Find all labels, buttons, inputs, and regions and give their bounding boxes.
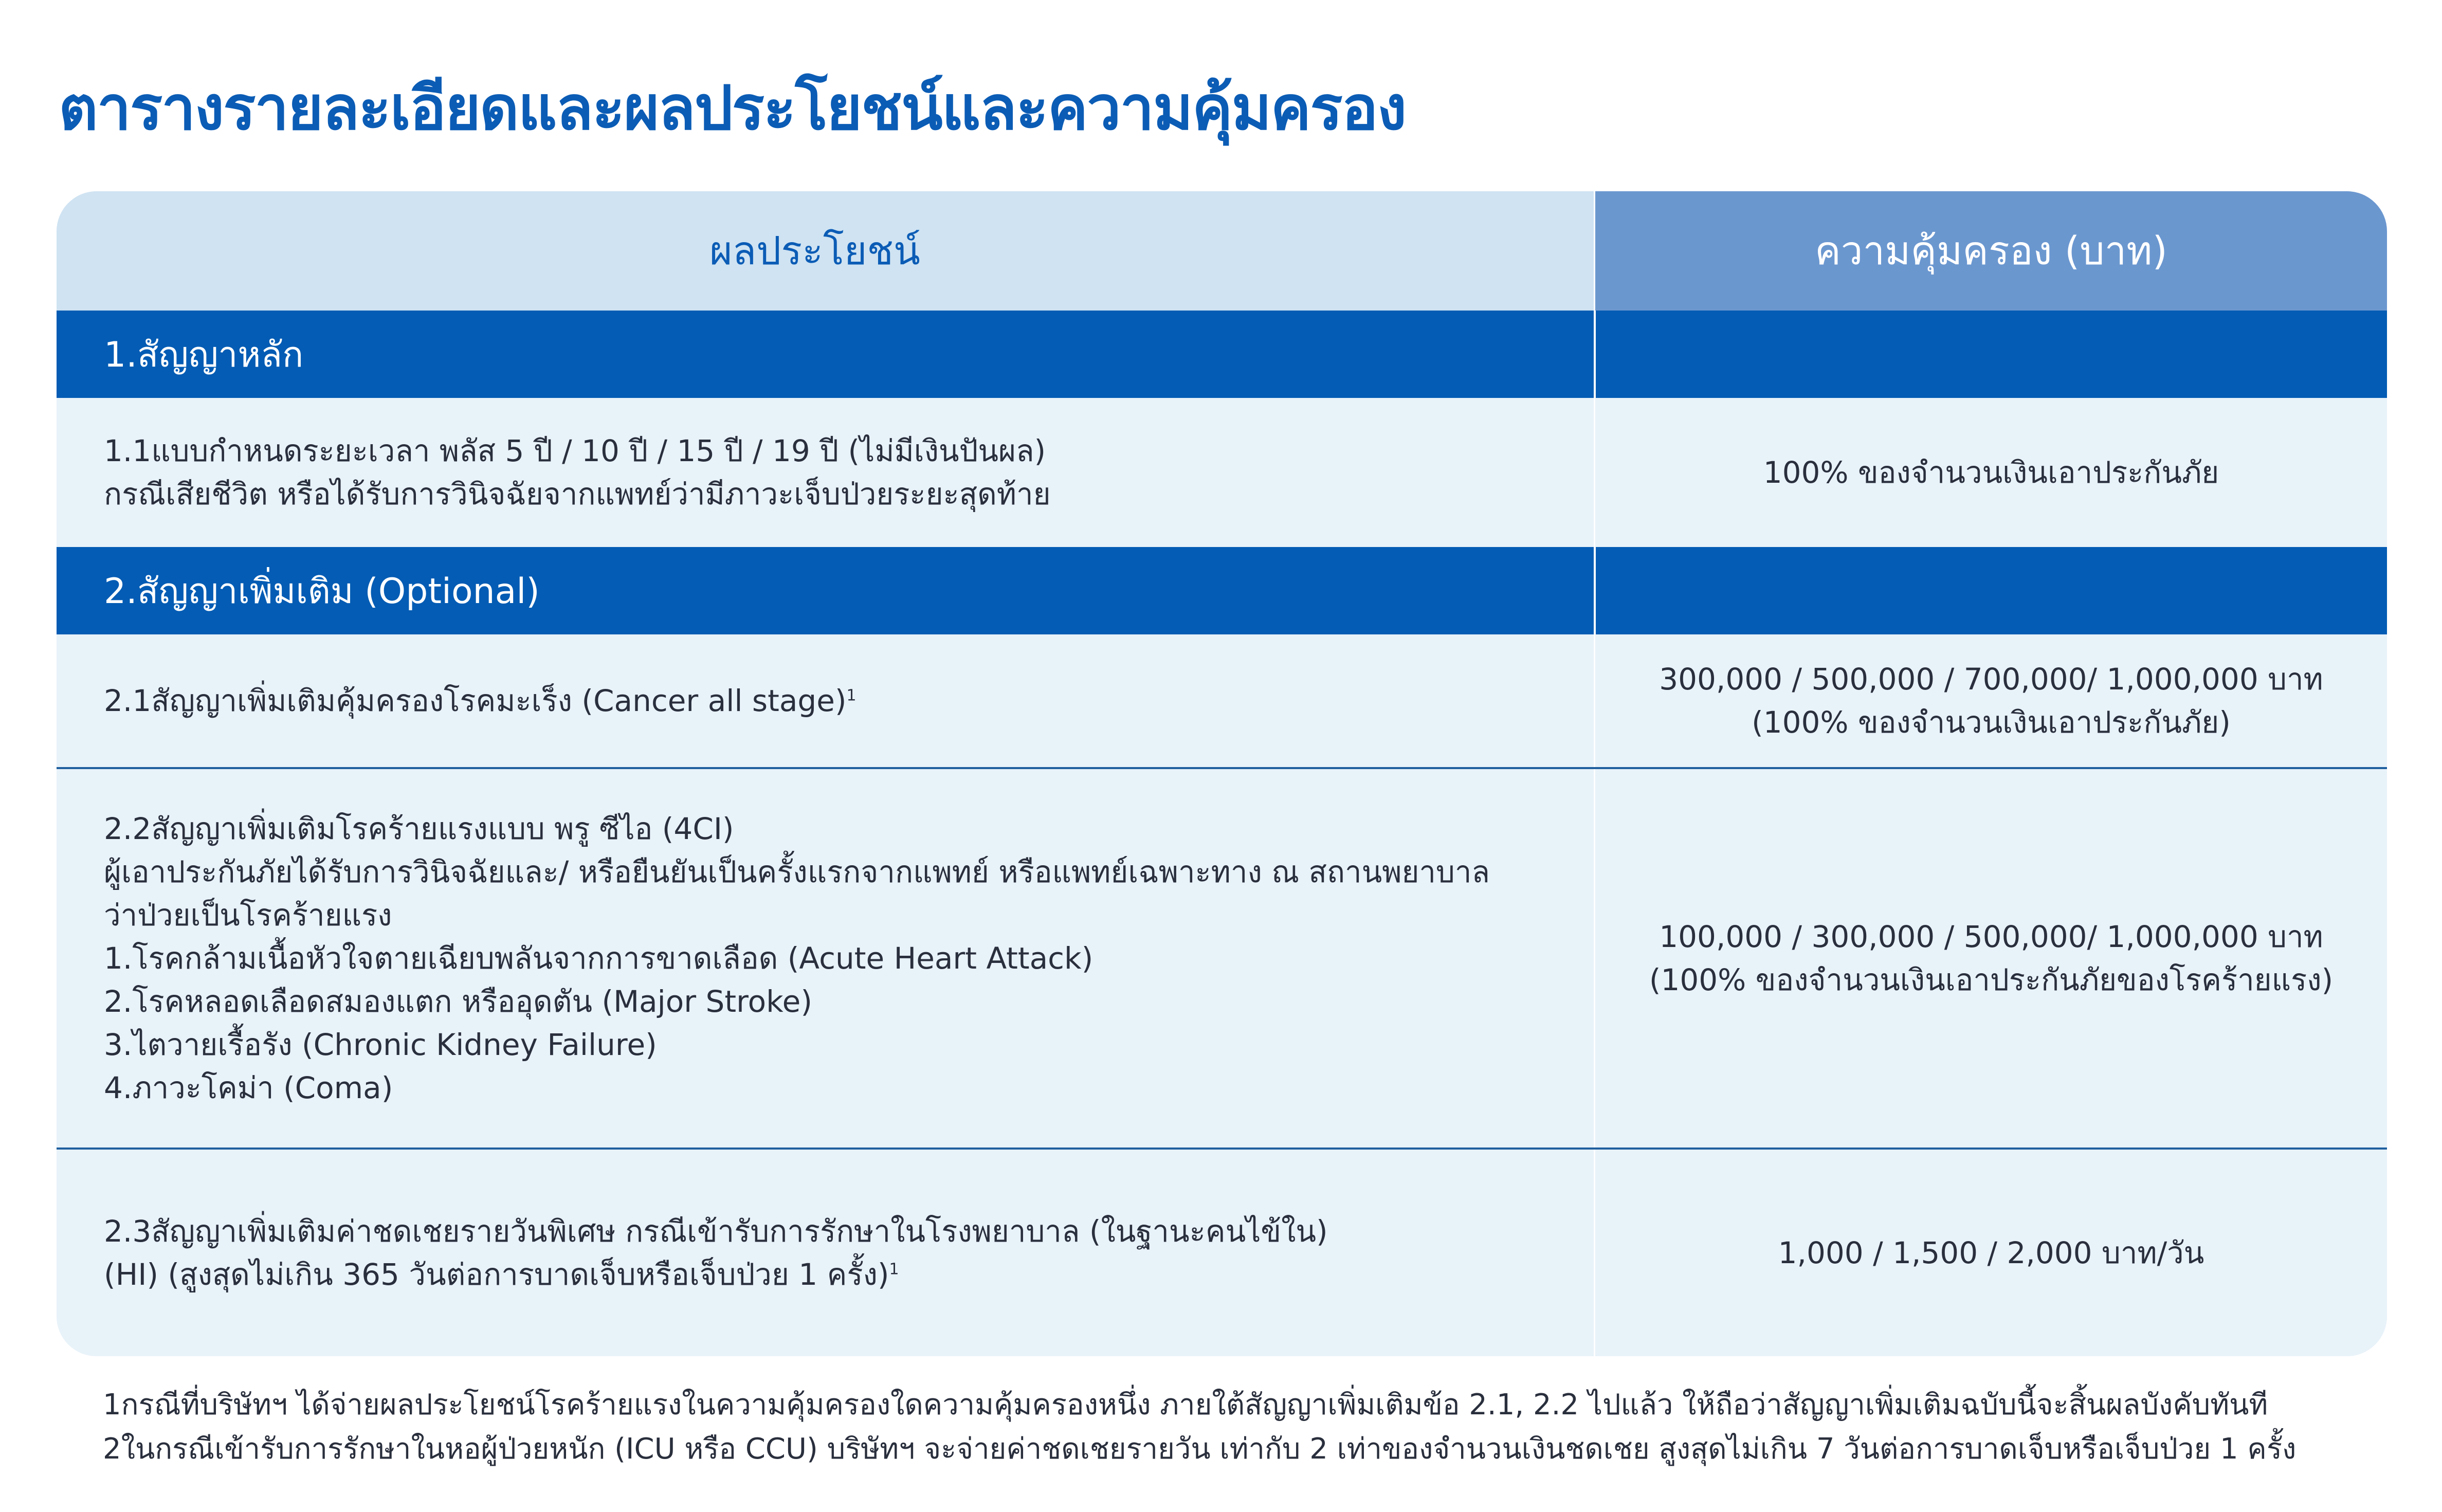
coverage-cell-2-1 (1594, 634, 2387, 767)
coverage-text-line: 100,000 / 300,000 / 500,000/ 1,000,000 บาท (1659, 919, 2323, 954)
footnote-ref: 1 (846, 686, 856, 705)
coverage-text-line: (100% ของจำนวนเงินเอาประกันภัย) (1752, 705, 2231, 740)
table-row-2-2 (57, 769, 2387, 1150)
benefit-text-line: 3.ไตวายเรื้อรัง (Chronic Kidney Failure) (104, 1027, 657, 1062)
benefit-text-line: 4.ภาวะโคม่า (Coma) (104, 1070, 393, 1105)
section-row-optional-riders (57, 547, 2387, 634)
benefit-coverage-table (57, 191, 2387, 1356)
benefit-text-line: 2.1สัญญาเพิ่มเติมคุ้มครองโรคมะเร็ง (Cancer all stage) (104, 683, 847, 718)
benefit-text-line: 2.โรคหลอดเลือดสมองแตก หรืออุดตัน (Major Stroke) (104, 984, 812, 1019)
section-label-main-contract: 1.สัญญาหลัก (57, 311, 1594, 398)
coverage-text-line: 300,000 / 500,000 / 700,000/ 1,000,000 บาท (1659, 662, 2323, 697)
section-coverage-main-contract (1594, 311, 2387, 398)
benefit-cell-2-1 (57, 634, 1594, 767)
section-coverage-optional-riders (1594, 547, 2387, 634)
benefit-text-line: 2.3สัญญาเพิ่มเติมค่าชดเชยรายวันพิเศษ กรณีเข้ารับการรักษาในโรงพยาบาล (ในฐานะคนไข้ใน) (104, 1214, 1328, 1249)
benefit-text-line: ว่าป่วยเป็นโรคร้ายแรง (104, 898, 392, 933)
footnote-1: 1กรณีที่บริษัทฯ ได้จ่ายผลประโยชน์โรคร้ายแรงในความคุ้มครองใดความคุ้มครองหนึ่ง ภายใต้สัญญาเพิ่มเติมข้อ 2.1, 2.2 ไปแล้ว ให้ถือว่าสัญญาเพิ่มเติมฉบับนี้จะสิ้นผลบังคับทันที (103, 1388, 2268, 1422)
section-label-optional-riders: 2.สัญญาเพิ่มเติม (Optional) (57, 547, 1594, 634)
section-row-main-contract (57, 311, 2387, 398)
coverage-cell-1-1: 100% ของจำนวนเงินเอาประกันภัย (1594, 398, 2387, 547)
header-coverage: ความคุ้มครอง (บาท) (1594, 191, 2387, 311)
coverage-cell-2-2 (1594, 769, 2387, 1147)
benefit-cell-2-3 (57, 1150, 1594, 1356)
benefit-text-line: (HI) (สูงสุดไม่เกิน 365 วันต่อการบาดเจ็บหรือเจ็บป่วย 1 ครั้ง) (104, 1257, 889, 1292)
benefit-text-line: 2.2สัญญาเพิ่มเติมโรคร้ายแรงแบบ พรู ซีไอ (4CI) (104, 811, 734, 846)
table-row-1-1 (57, 398, 2387, 547)
table-header-row (57, 191, 2387, 311)
table-row-2-1 (57, 634, 2387, 769)
benefit-cell-2-2 (57, 769, 1594, 1147)
table-row-2-3 (57, 1150, 2387, 1356)
coverage-text-line: (100% ของจำนวนเงินเอาประกันภัยของโรคร้ายแรง) (1649, 962, 2334, 997)
benefit-text-line: 1.โรคกล้ามเนื้อหัวใจตายเฉียบพลันจากการขาดเลือด (Acute Heart Attack) (104, 941, 1094, 976)
benefit-text-line: ผู้เอาประกันภัยได้รับการวินิจฉัยและ/ หรือยืนยันเป็นครั้งแรกจากแพทย์ หรือแพทย์เฉพาะทาง ณ สถานพยาบาล (104, 854, 1490, 889)
footnotes (103, 1383, 2296, 1471)
benefit-text-line: กรณีเสียชีวิต หรือได้รับการวินิจฉัยจากแพทย์ว่ามีภาวะเจ็บป่วยระยะสุดท้าย (104, 477, 1051, 512)
footnote-2: 2ในกรณีเข้ารับการรักษาในหอผู้ป่วยหนัก (ICU หรือ CCU) บริษัทฯ จะจ่ายค่าชดเชยรายวัน เท่ากับ 2 เท่าของจำนวนเงินชดเชย สูงสุดไม่เกิน 7 วันต่อการบาดเจ็บหรือเจ็บป่วย 1 ครั้ง (103, 1432, 2297, 1466)
benefit-cell-1-1 (57, 398, 1594, 547)
page-title: ตารางรายละเอียดและผลประโยชน์และความคุ้มครอง (59, 72, 1406, 143)
header-benefit: ผลประโยชน์ (57, 191, 1594, 311)
coverage-cell-2-3: 1,000 / 1,500 / 2,000 บาท/วัน (1594, 1150, 2387, 1356)
footnote-ref: 1 (889, 1260, 899, 1279)
benefit-text-line: 1.1แบบกำหนดระยะเวลา พลัส 5 ปี / 10 ปี / 15 ปี / 19 ปี (ไม่มีเงินปันผล) (104, 433, 1046, 468)
